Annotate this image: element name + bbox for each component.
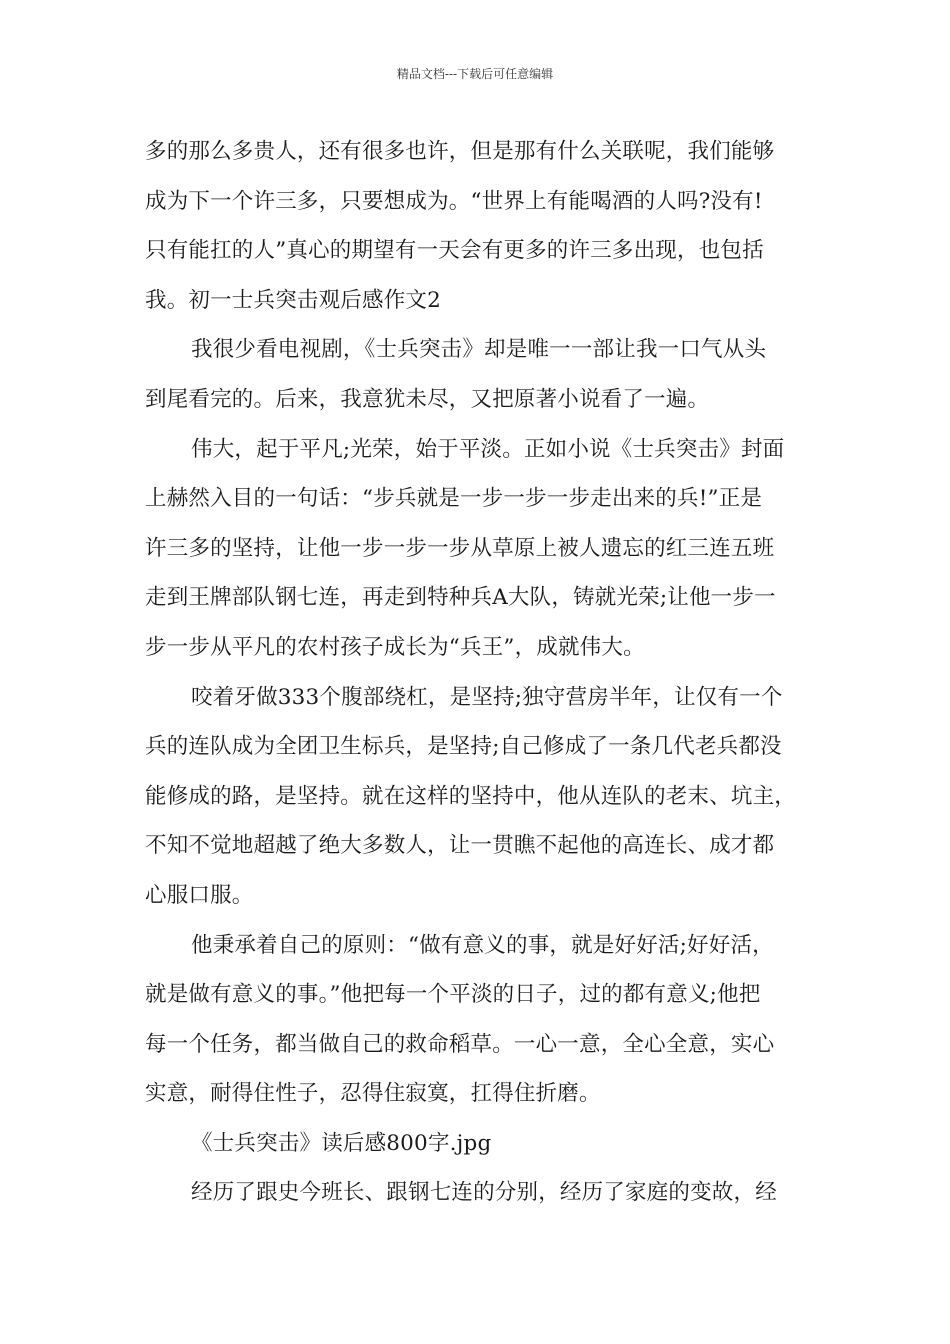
page-header: 精品文档---下载后可任意编辑 [396,67,554,81]
text-line: 兵的连队成为全团卫生标兵，是坚持;自己修成了一条几代老兵都没 [145,734,782,760]
paragraph-start-line: 他秉承着自己的原则：“做有意义的事，就是好好活;好好活， [191,932,774,958]
text-line: 走到王牌部队钢七连，再走到特种兵A大队，铸就光荣;让他一步一 [145,585,776,611]
text-line: 成为下一个许三多，只要想成为。“世界上有能喝酒的人吗?没有! [145,188,763,214]
paragraph-start-line: 咬着牙做333个腹部绕杠，是坚持;独守营房半年，让仅有一个 [191,684,783,710]
text-line: 能修成的路，是坚持。就在这样的坚持中，他从连队的老末、坑主， [145,783,797,809]
text-line: 步一步从平凡的农村孩子成长为“兵王”，成就伟大。 [145,634,645,660]
paragraph-start-line: 伟大，起于平凡;光荣，始于平淡。正如小说《士兵突击》封面 [191,436,785,462]
document-body [145,127,825,1218]
text-line: 就是做有意义的事。”他把每一个平淡的日子，过的都有意义;他把 [145,982,761,1008]
text-line: 到尾看完的。后来，我意犹未尽，又把原著小说看了一遍。 [145,386,710,412]
image-caption: 《士兵突击》读后感800字.jpg [191,1130,492,1156]
text-line: 上赫然入目的一句话：“步兵就是一步一步一步走出来的兵!”正是 [145,486,763,512]
text-line: 多的那么多贵人，还有很多也许，但是那有什么关联呢，我们能够 [145,139,775,164]
text-line: 许三多的坚持，让他一步一步一步从草原上被人遗忘的红三连五班 [145,535,775,561]
text-line: 不知不觉地超越了绝大多数人，让一贯瞧不起他的高连长、成才都 [145,833,775,859]
text-line: 我。初一士兵突击观后感作文2 [145,287,441,313]
paragraph-start-line: 我很少看电视剧，《士兵突击》却是唯一一部让我一口气从头 [191,337,767,363]
text-line: 每一个任务，都当做自己的救命稻草。一心一意，全心全意，实心 [145,1031,775,1057]
text-line: 心服口服。 [145,882,254,908]
text-line: 只有能扛的人”真心的期望有一天会有更多的许三多出现，也包括 [145,238,764,264]
text-line: 实意，耐得住性子，忍得住寂寞，扛得住折磨。 [145,1081,601,1107]
paragraph-start-line: 经历了跟史今班长、跟钢七连的分别，经历了家庭的变故，经 [191,1180,777,1206]
